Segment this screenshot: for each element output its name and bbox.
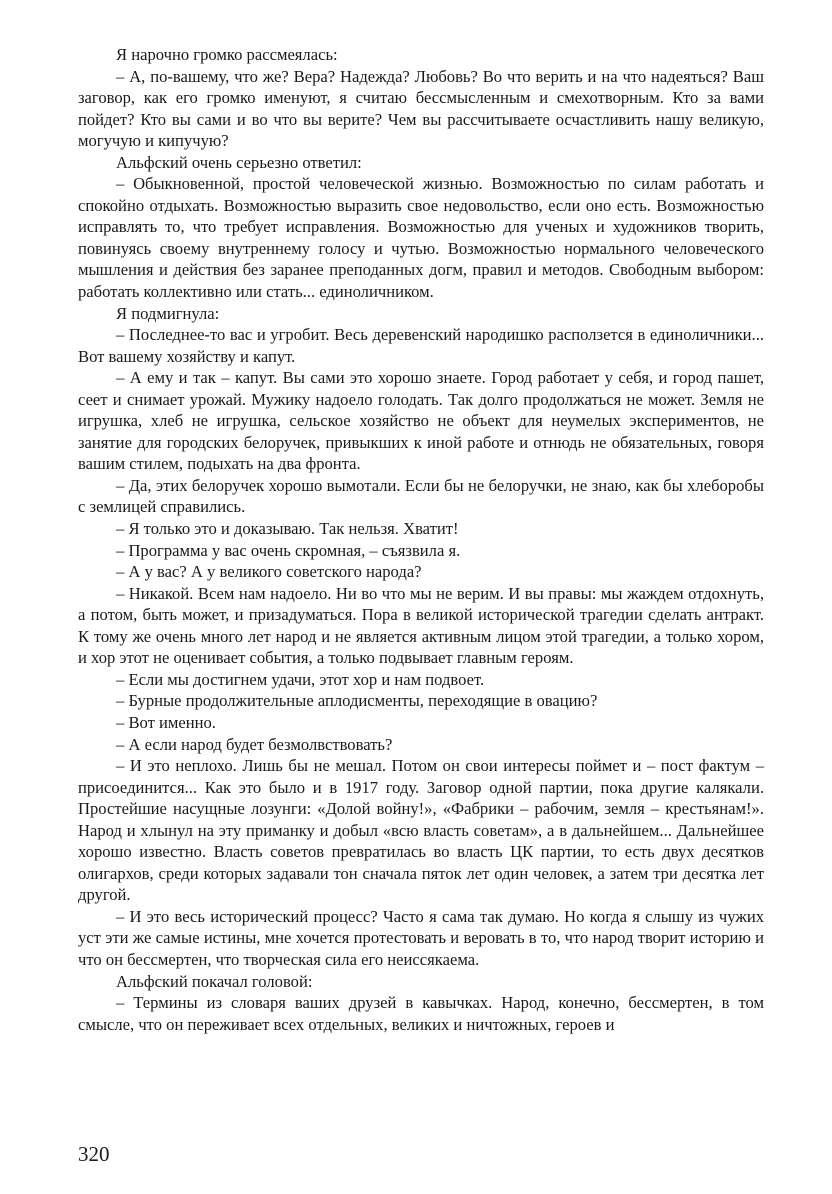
paragraph: Я нарочно громко рассмеялась:: [116, 45, 338, 64]
page-text: [78, 44, 764, 1035]
page-number: 320: [78, 1142, 110, 1166]
paragraph: – Я только это и доказываю. Так нельзя. Хватит!: [116, 519, 459, 539]
paragraph: – Вот именно.: [116, 712, 216, 732]
paragraph: – Да, этих белоручек хорошо вымотали. Если бы не белоручки, не знаю, как бы хлеборобы с землицей справились.: [78, 475, 764, 517]
paragraph: Альфский очень серьезно ответил:: [116, 152, 362, 172]
paragraph: – А у вас? А у великого советского народа?: [116, 562, 422, 582]
paragraph: – И это неплохо. Лишь бы не мешал. Потом он свои интересы поймет и – пост фактум – присоединится... Как это было и в 1917 году. Заговор одной партии, пока другие калякали. Простейшие насущные лозунги: «Долой войну!», «Фабрики – рабочим, земля – крестьянам!». Народ и хлынул на эту приманку и добыл «всю власть советам», а в дальнейшем... Дальнейшее хорошо известно. Власть советов превратилась во власть ЦК партии, то есть двух десятков олигархов, среди которых задавали тон сначала пяток лет один человек, а затем три десятка лет другой.: [78, 756, 764, 905]
paragraph: – Программа у вас очень скромная, – съязвила я.: [116, 540, 461, 560]
paragraph: – Термины из словаря ваших друзей в кавычках. Народ, конечно, бессмертен, в том смысле, что он переживает всех отдельных, великих и ничтожных, героев и: [78, 993, 764, 1034]
paragraph: – А, по-вашему, что же? Вера? Надежда? Любовь? Во что верить и на что надеяться? Ваш заговор, как его громко именуют, я считаю бессмысленным и смехотворным. Кто за вами пойдет? Кто вы сами и во что вы верите? Чем вы рассчитываете осчастливить нашу великую, могучую и кипучую?: [78, 66, 764, 151]
paragraph: – Обыкновенной, простой человеческой жизнью. Возможностью по силам работать и спокойно отдыхать. Возможностью выразить свое недовольство, если оно есть. Возможностью исправлять то, что требует исправления. Возможностью для ученых и художников творить, повинуясь своему внутреннему голосу и чутью. Возможностью нормального человеческого мышления и действия без заранее преподанных догм, правил и методов. Свободным выбором: работать коллективно или стать... единоличником.: [78, 174, 764, 302]
paragraph: – Последнее-то вас и угробит. Весь деревенский народишко расползется в единоличники... Вот вашему хозяйству и капут.: [78, 325, 764, 366]
paragraph: Альфский покачал головой:: [116, 971, 313, 991]
paragraph: – Если мы достигнем удачи, этот хор и нам подвоет.: [116, 669, 485, 689]
paragraph: – Никакой. Всем нам надоело. Ни во что мы не верим. И вы правы: мы жаждем отдохнуть, а потом, быть может, и призадуматься. Пора в великой исторической трагедии сделать антракт. К тому же очень много лет народ и не является активным лицом этой трагедии, а только хором, и хор этот не оценивает события, а только подвывает главным героям.: [78, 583, 764, 668]
paragraph: – И это весь исторический процесс? Часто я сама так думаю. Но когда я слышу из чужих уст эти же самые истины, мне хочется протестовать и веровать в то, что народ творит историю и что он бессмертен, что творческая сила его неиссякаема.: [78, 906, 764, 969]
paragraph: Я подмигнула:: [116, 303, 220, 323]
paragraph: – Бурные продолжительные аплодисменты, переходящие в овацию?: [116, 691, 598, 711]
paragraph: – А ему и так – капут. Вы сами это хорошо знаете. Город работает у себя, и город пашет, сеет и снимает урожай. Мужику надоело голодать. Так долго продолжаться не может. Земля не игрушка, хлеб не игрушка, сельское хозяйство не объект для неумелых экспериментов, не занятие для городских белоручек, привыкших к иной работе и отнюдь не обязательных, говоря вашим стилем, подыхать на два фронта.: [78, 368, 764, 474]
paragraph: – А если народ будет безмолвствовать?: [116, 734, 393, 754]
